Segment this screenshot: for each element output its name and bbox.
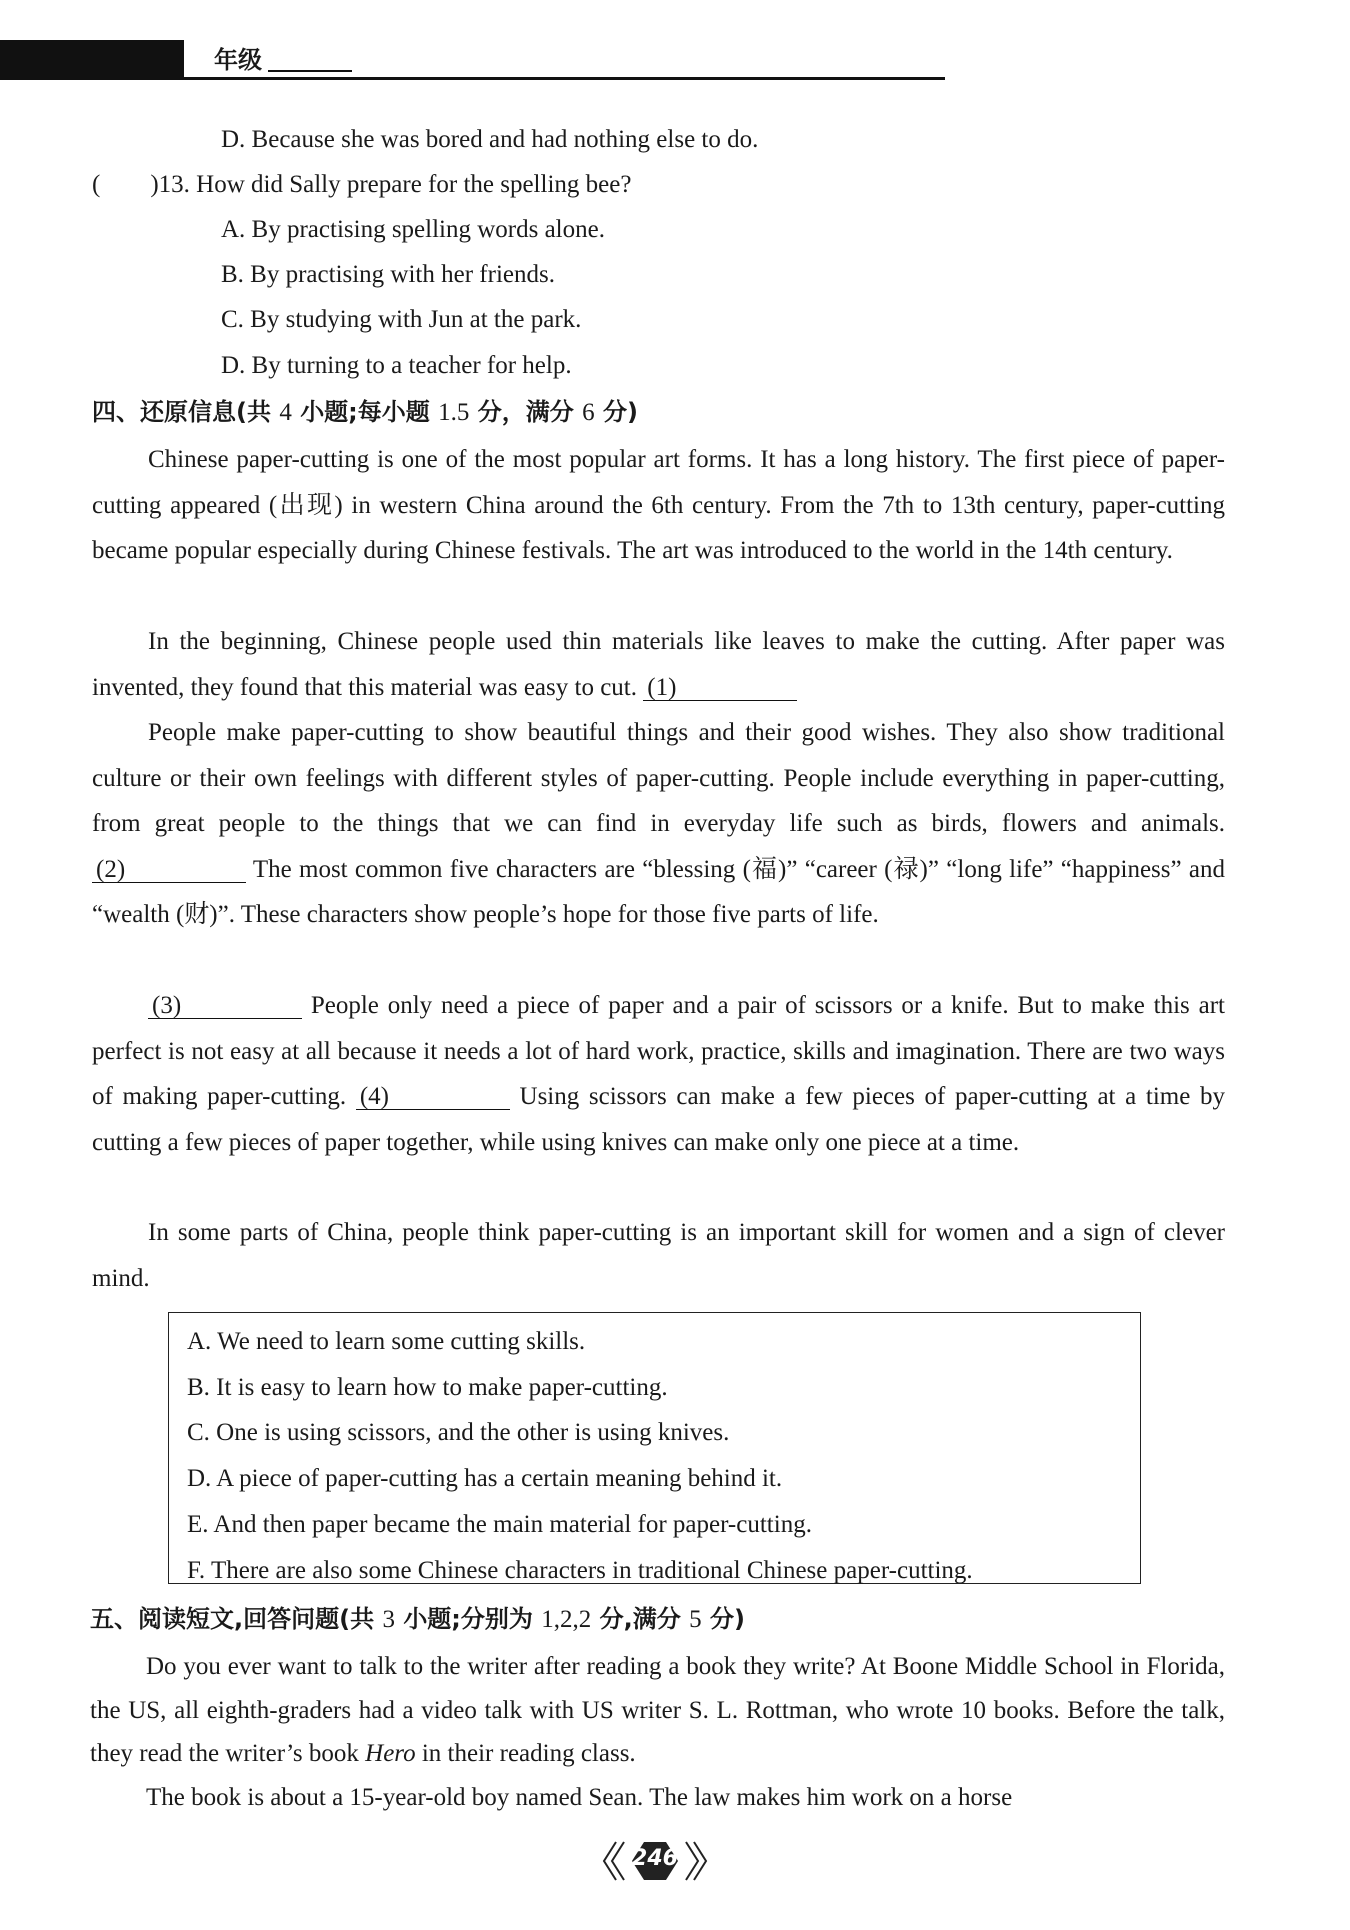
choice-f: F. There are also some Chinese characters in traditional Chinese paper-cutting. xyxy=(187,1556,973,1584)
passage-paragraph-1: Chinese paper-cutting is one of the most popular art forms. It has a long history. The first piece of paper-cutting appeared (出现) in western China around the 6th century. From the 7th to 13th century, paper-cutting became popular especially during Chinese festivals. The art was introduced to the world in the 14th century. xyxy=(92,446,1225,564)
q13-option-c: C. By studying with Jun at the park. xyxy=(221,306,582,333)
passage-paragraph-5: In some parts of China, people think paper-cutting is an important skill for women and a sign of clever mind. xyxy=(92,1219,1225,1292)
choice-d: D. A piece of paper-cutting has a certain meaning behind it. xyxy=(187,1465,783,1493)
q13-question-text: How did Sally prepare for the spelling bee? xyxy=(196,171,632,198)
blank-4[interactable]: (4) xyxy=(356,1085,510,1110)
choice-c: C. One is using scissors, and the other is using knives. xyxy=(187,1419,730,1447)
q12-option-d: D. Because she was bored and had nothing else to do. xyxy=(221,126,759,153)
book-title: Hero xyxy=(365,1740,416,1767)
passage-paragraph-3: People make paper-cutting to show beautiful things and their good wishes. They also show traditional culture or their own feelings with different styles of paper-cutting. People include everything in paper-cutting, from great people to the things that we can find in everyday life such as birds, flowers and animals. (2) The most common five characters are “blessing (福)” “career (禄)” “long life” “happiness” and “wealth (财)”. These characters show people’s hope for those five parts of life. xyxy=(92,719,1225,928)
page-number: 246 xyxy=(632,1846,678,1871)
blank-2[interactable]: (2) xyxy=(92,858,246,883)
page-number-badge xyxy=(602,1836,708,1886)
reading-paragraph-2: The book is about a 15-year-old boy named Sean. The law makes him work on a horse xyxy=(146,1784,1013,1811)
passage-paragraph-4: (3) People only need a piece of paper and a pair of scissors or a knife. But to make this art perfect is not easy at all because it needs a lot of hard work, practice, skills and imagination. There are two ways of making paper-cutting. (4) Using scissors can make a few pieces of paper-cutting at a time by cutting a few pieces of paper together, while using knives can make only one piece at a time. xyxy=(92,992,1226,1156)
grade-blank xyxy=(268,70,352,72)
header-bar xyxy=(0,40,184,80)
choice-b: B. It is easy to learn how to make paper-cutting. xyxy=(187,1373,668,1401)
q13-option-b: B. By practising with her friends. xyxy=(221,261,555,288)
header-rule xyxy=(0,77,945,80)
blank-3[interactable]: (3) xyxy=(148,994,302,1019)
q13-option-a: A. By practising spelling words alone. xyxy=(221,216,605,243)
choices-box xyxy=(168,1312,1141,1584)
reading-paragraph-1: Do you ever want to talk to the writer after reading a book they write? At Boone Middle School in Florida, the US, all eighth-graders had a video talk with US writer S. L. Rottman, who wrote 10 books. Before the talk, they read the writer’s book Hero in their reading class. xyxy=(90,1653,1225,1767)
choice-a: A. We need to learn some cutting skills. xyxy=(187,1328,586,1355)
passage-paragraph-2: In the beginning, Chinese people used thin materials like leaves to make the cutting. After paper was invented, they found that this material was easy to cut. (1) xyxy=(92,628,1225,701)
choice-e: E. And then paper became the main material for paper-cutting. xyxy=(187,1510,812,1538)
grade-label: 年级 xyxy=(214,46,262,74)
q13-option-d: D. By turning to a teacher for help. xyxy=(221,352,572,379)
q13-question xyxy=(92,168,631,202)
section4-title: 四、还原信息(共 4 小题;每小题 1.5 分，满分 6 分) xyxy=(92,398,638,426)
section5-title: 五、阅读短文,回答问题(共 3 小题;分别为 1,2,2 分,满分 5 分) xyxy=(90,1605,745,1633)
q13-answer-bracket: ( )13. xyxy=(92,171,190,198)
blank-1[interactable]: (1) xyxy=(643,676,797,701)
